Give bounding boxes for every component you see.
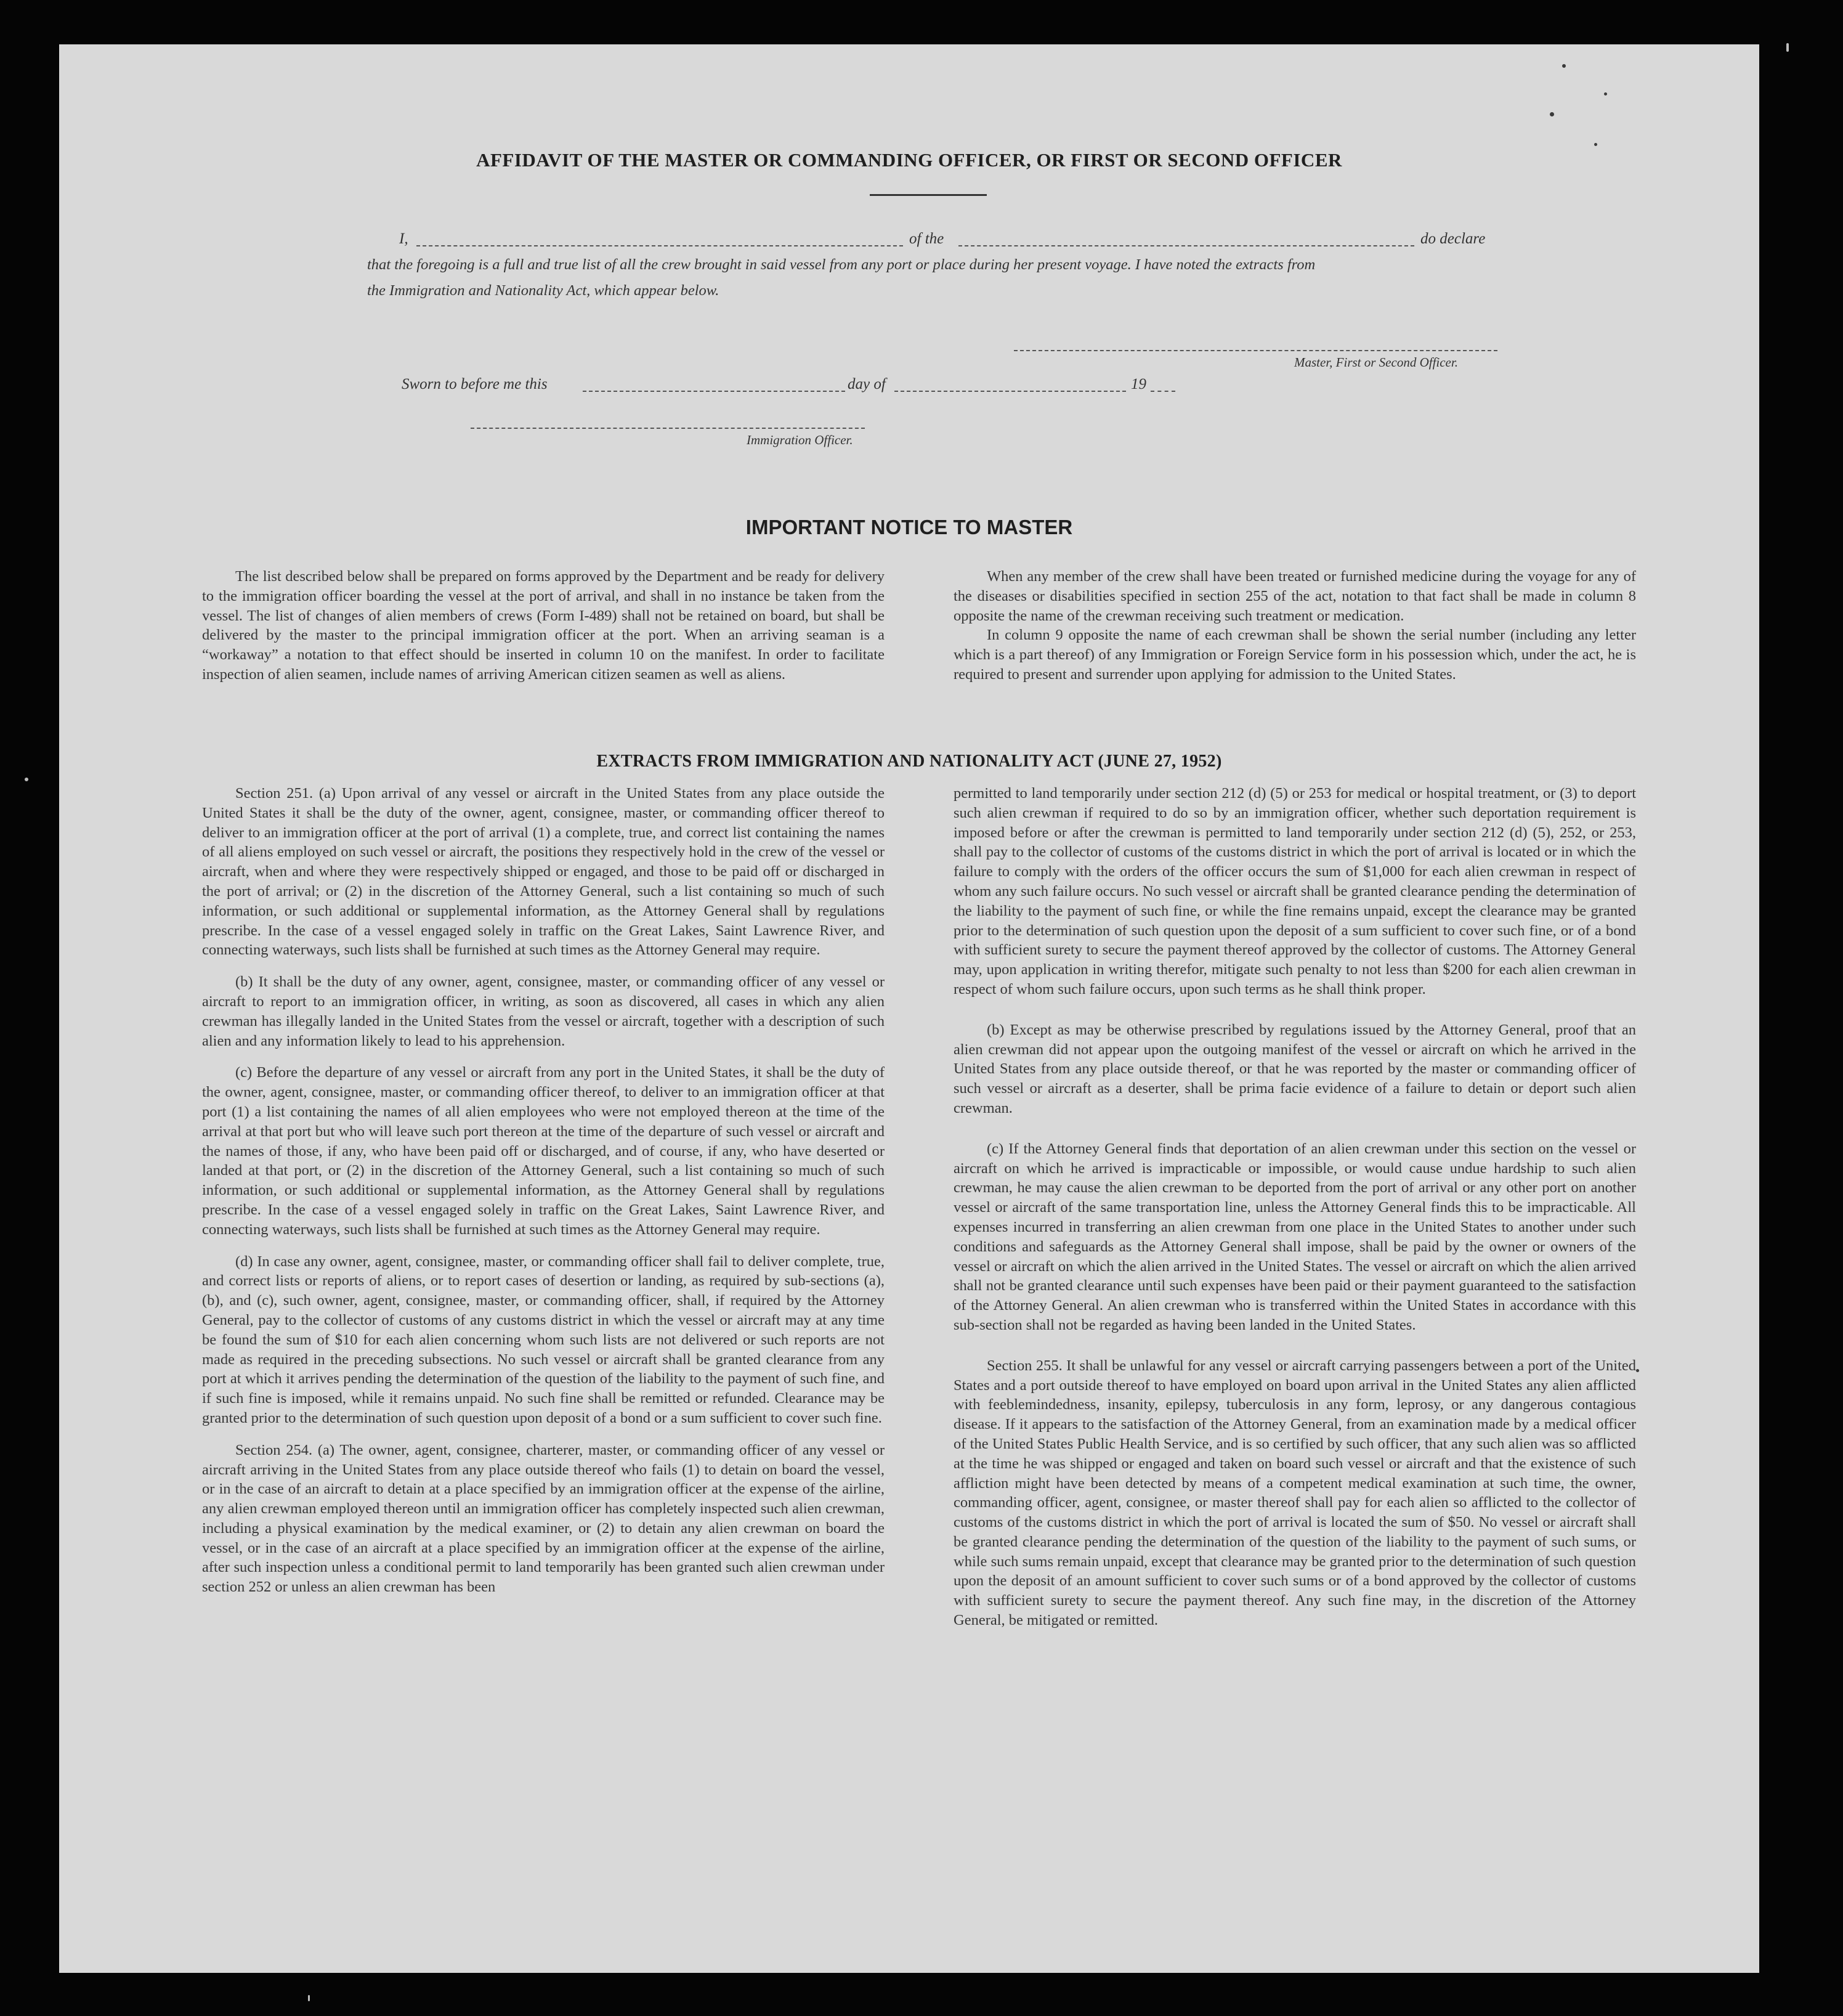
section-254-a: Section 254. (a) The owner, agent, consignee, charterer, master, or commanding officer of any vessel or aircraft arriving in the United States from any place outside thereof who fails (1) to detain on board the vessel, or in the case of an aircraft to detain at a place specified by an immigration officer at the expense of the airline, any alien crewman employed thereon until an immigration officer has completely inspected such alien crewman, including a physical examination by the medical examiner, or (2) to detain any alien crewman on board the vessel, or in the case of an aircraft at a place specified by an immigration officer at the expense of the airline, after such inspection unless a conditional permit to land temporarily has been granted such alien crewman under section 252 or unless an alien crewman has been — [202, 1441, 885, 1596]
vessel-blank — [958, 245, 1414, 246]
extracts-right-column — [954, 784, 1636, 1630]
extracts-left-column — [202, 784, 885, 1597]
section-255: Section 255. It shall be unlawful for any vessel or aircraft carrying passengers between a port of the United States and a port outside thereof to have employed on board upon arrival in the United States any alien afflicted with feeblemindedness, insanity, epilepsy, tuberculosis in any form, leprosy, or any dangerous contagious disease. If it appears to the satisfaction of the Attorney General, from an examination made by a medical officer of the United States Public Health Service, and is so certified by such officer, that any such alien was so afflicted at the time he was shipped or engaged and taken on board such vessel or aircraft and that the existence of such affliction might have been detected by means of a competent medical examination at such time, the owner, commanding officer, agent, consignee, or master thereof shall pay for each alien so afflicted to the collector of customs of the customs district in which the port of arrival is located the sum of $50. No vessel or aircraft shall be granted clearance pending the determination of the question of the liability to the payment of such sums, or while such sums remain unpaid, except that clearance may be granted prior to the determination of such question upon the deposit of an amount sufficient to cover such sums or of a bond approved by the collector of customs with sufficient surety to secure the payment thereof. Any such fine may, in the discretion of the Attorney General, be mitigated or remitted. — [954, 1357, 1636, 1629]
notice-paragraph: The list described below shall be prepared on forms approved by the Department and be ready for delivery to the immigration officer boarding the vessel at the port of arrival, and shall in no instance be taken from the vessel. The list of changes of alien members of crews (Form I-489) shall not be retained on board, but shall be delivered by the master to the principal immigration officer at the port. When an arriving seaman is a “workaway” a notation to that effect should be inserted in column 10 on the manifest. In order to facilitate inspection of alien seamen, include names of arriving American citizen seamen as well as aliens. — [202, 568, 885, 683]
notice-paragraph: When any member of the crew shall have been treated or furnished medicine during the voyage for any of the diseases or disabilities specified in section 255 of the act, notation to that fact shall be made in column 8 opposite the name of the crewman receiving such treatment or medication. — [954, 568, 1636, 624]
section-254-b: (b) Except as may be otherwise prescribed by regulations issued by the Attorney General, proof that an alien crewman did not appear upon the outgoing manifest of the vessel or aircraft on which he arrived in the United States from any place outside thereof, or that he was reported by the master or commanding officer of such vessel or aircraft as a deserter, shall be prima facie evidence of a failure to detain or deport such alien crewman. — [954, 1021, 1636, 1116]
year-blank — [1151, 391, 1175, 392]
master-signature-label: Master, First or Second Officer. — [1294, 355, 1458, 370]
section-251-b: (b) It shall be the duty of any owner, agent, consignee, master, or commanding officer of any vessel or aircraft to report to an immigration officer, in writing, as soon as discovered, all cases in which any alien crewman has illegally landed in the United States from the vessel or aircraft, together with a description of such alien and any information likely to lead to his apprehension. — [202, 973, 885, 1049]
scan-speck — [25, 778, 28, 781]
section-251-c: (c) Before the departure of any vessel or aircraft from any port in the United States, it shall be the duty of the owner, agent, consignee, master, or commanding officer thereof, to deliver to an immigration officer at that port (1) a list containing the names of all alien employees who were not employed thereon at the time of the arrival at that port but who will leave such port thereon at the time of the departure of such vessel or aircraft and the names of those, if any, who have been paid off or discharged, and of course, if any, who have deserted or landed at that port, or (2) in the discretion of the Attorney General, such a list containing so much of such information, or such additional or supplemental information, as the Attorney General shall by regulations prescribe. In the case of a vessel engaged solely in traffic on the Great Lakes, Saint Lawrence River, and connecting waterways, such lists shall be furnished at such times as the Attorney General may require. — [202, 1064, 885, 1238]
day-of-label: day of — [848, 376, 886, 392]
scan-speck — [1786, 43, 1789, 52]
notice-right-column — [954, 567, 1636, 685]
affidavit-i-label: I, — [399, 230, 408, 247]
sworn-month-blank — [894, 391, 1126, 392]
scan-speck — [1550, 112, 1554, 116]
name-blank — [416, 245, 903, 246]
immigration-officer-signature-line — [471, 428, 865, 429]
section-254-c: (c) If the Attorney General finds that deportation of an alien crewman under this section on the vessel or aircraft on which he arrived is impracticable or impossible, or would cause undue hardship to such alien crewman, he may cause the alien crewman to be deported from the port of arrival or any other port on another vessel or aircraft of the same transportation line, unless the Attorney General finds this to be impracticable. All expenses incurred in transferring an alien crewman from one place in the United States to another under such conditions and safeguards as the Attorney General shall impose, shall be paid by the owner or owners of the vessel or aircraft on which the alien arrived in the United States. The vessel or aircraft on which the alien arrived shall not be granted clearance until such expenses have been paid or their payment guaranteed to the satisfaction of the Attorney General. An alien crewman who is transferred within the United States in accordance with this sub-section shall not be regarded as having been landed in the United States. — [954, 1140, 1636, 1333]
title-divider — [870, 194, 987, 196]
notice-paragraph: In column 9 opposite the name of each crewman shall be shown the serial number (including any letter which is a part thereof) of any Immigration or Foreign Service form in his possession which, under the act, he is required to present and surrender upon applying for admission to the United States. — [954, 627, 1636, 683]
section-254-a-continued: permitted to land temporarily under section 212 (d) (5) or 253 for medical or hospital treatment, or (3) to deport such alien crewman if required to do so by an immigration officer, whether such deportation requirement is imposed before or after the crewman is permitted to land temporarily under section 212 (d) (5), 252, or 253, shall pay to the collector of customs of the customs district in which the port of arrival is located or in which the failure to comply with the orders of the officer occurs the sum of $1,000 for each alien crewman in respect of whom any such failure occurs. No such vessel or aircraft shall be granted clearance pending the determination of the liability to the payment of such fine, or while the fine remains unpaid, except the clearance may be granted prior to the determination of such question upon the deposit of a sum sufficient to cover such fine, or of a bond with sufficient surety to secure the payment thereof approved by the collector of customs. The Attorney General may, upon application in writing therefor, mitigate such penalty to not less than $200 for each alien crewman in respect of whom such failure occurs, upon such terms as he shall think proper. — [954, 785, 1636, 998]
scan-speck — [1562, 64, 1566, 68]
immigration-officer-label: Immigration Officer. — [747, 433, 853, 447]
section-251-a: Section 251. (a) Upon arrival of any vessel or aircraft in the United States from any place outside the United States it shall be the duty of the owner, agent, consignee, master, or commanding officer thereof to deliver to an immigration officer at the port of arrival (1) a complete, true, and correct list containing the names of all aliens employed on such vessel or aircraft, the positions they respectively hold in the crew of the vessel or aircraft, when and where they were respectively shipped or engaged, and those to be paid off or discharged in the port of arrival; or (2) in the discretion of the Attorney General, such a list containing so much of such information, or such additional or supplemental information, as the Attorney General shall by regulations prescribe. In the case of a vessel engaged solely in traffic on the Great Lakes, Saint Lawrence River, and connecting waterways, such lists shall be furnished at such times as the Attorney General may require. — [202, 785, 885, 959]
section-251-d: (d) In case any owner, agent, consignee, master, or commanding officer shall fail to deliver complete, true, and correct lists or reports of aliens, or to report cases of desertion or landing, as required by sub-sections (a), (b), and (c), such owner, agent, consignee, master, or commanding officer, shall, if required by the Attorney General, pay to the collector of customs of any customs district in which the vessel or aircraft may at any time be found the sum of $10 for each alien concerning whom such lists are not delivered or such reports are not made as required in the preceding subsections. No such vessel or aircraft shall be granted clearance from any port at which it arrives pending the determination of the question of the liability to the payment of such fine, and if such fine is imposed, while it remains unpaid. No such fine shall be remitted or refunded. Clearance may be granted prior to the determination of such question upon deposit of a bond or a sum sufficient to cover such fine. — [202, 1253, 885, 1426]
sworn-day-blank — [583, 391, 845, 392]
year-label: 19 — [1131, 376, 1146, 392]
affidavit-of-the-label: of the — [909, 230, 944, 247]
scan-speck — [1604, 92, 1607, 96]
scan-speck — [1594, 143, 1597, 146]
extracts-title: EXTRACTS FROM IMMIGRATION AND NATIONALITY ACT (JUNE 27, 1952) — [596, 752, 1222, 771]
affidavit-do-declare-label: do declare — [1420, 230, 1486, 247]
scan-speck — [308, 1995, 310, 2001]
notice-left-column — [202, 567, 885, 685]
master-signature-line — [1014, 350, 1497, 351]
document-page — [59, 44, 1759, 1973]
scan-speck — [1636, 1369, 1639, 1372]
affidavit-title: AFFIDAVIT OF THE MASTER OR COMMANDING OFFICER, OR FIRST OR SECOND OFFICER — [476, 149, 1342, 171]
notice-title: IMPORTANT NOTICE TO MASTER — [745, 516, 1073, 539]
declaration-line-1: that the foregoing is a full and true list of all the crew brought in said vessel from any port or place during her present voyage. I have noted the extracts from — [367, 256, 1316, 273]
declaration-line-2: the Immigration and Nationality Act, which appear below. — [367, 282, 719, 299]
sworn-label: Sworn to before me this — [402, 376, 548, 392]
